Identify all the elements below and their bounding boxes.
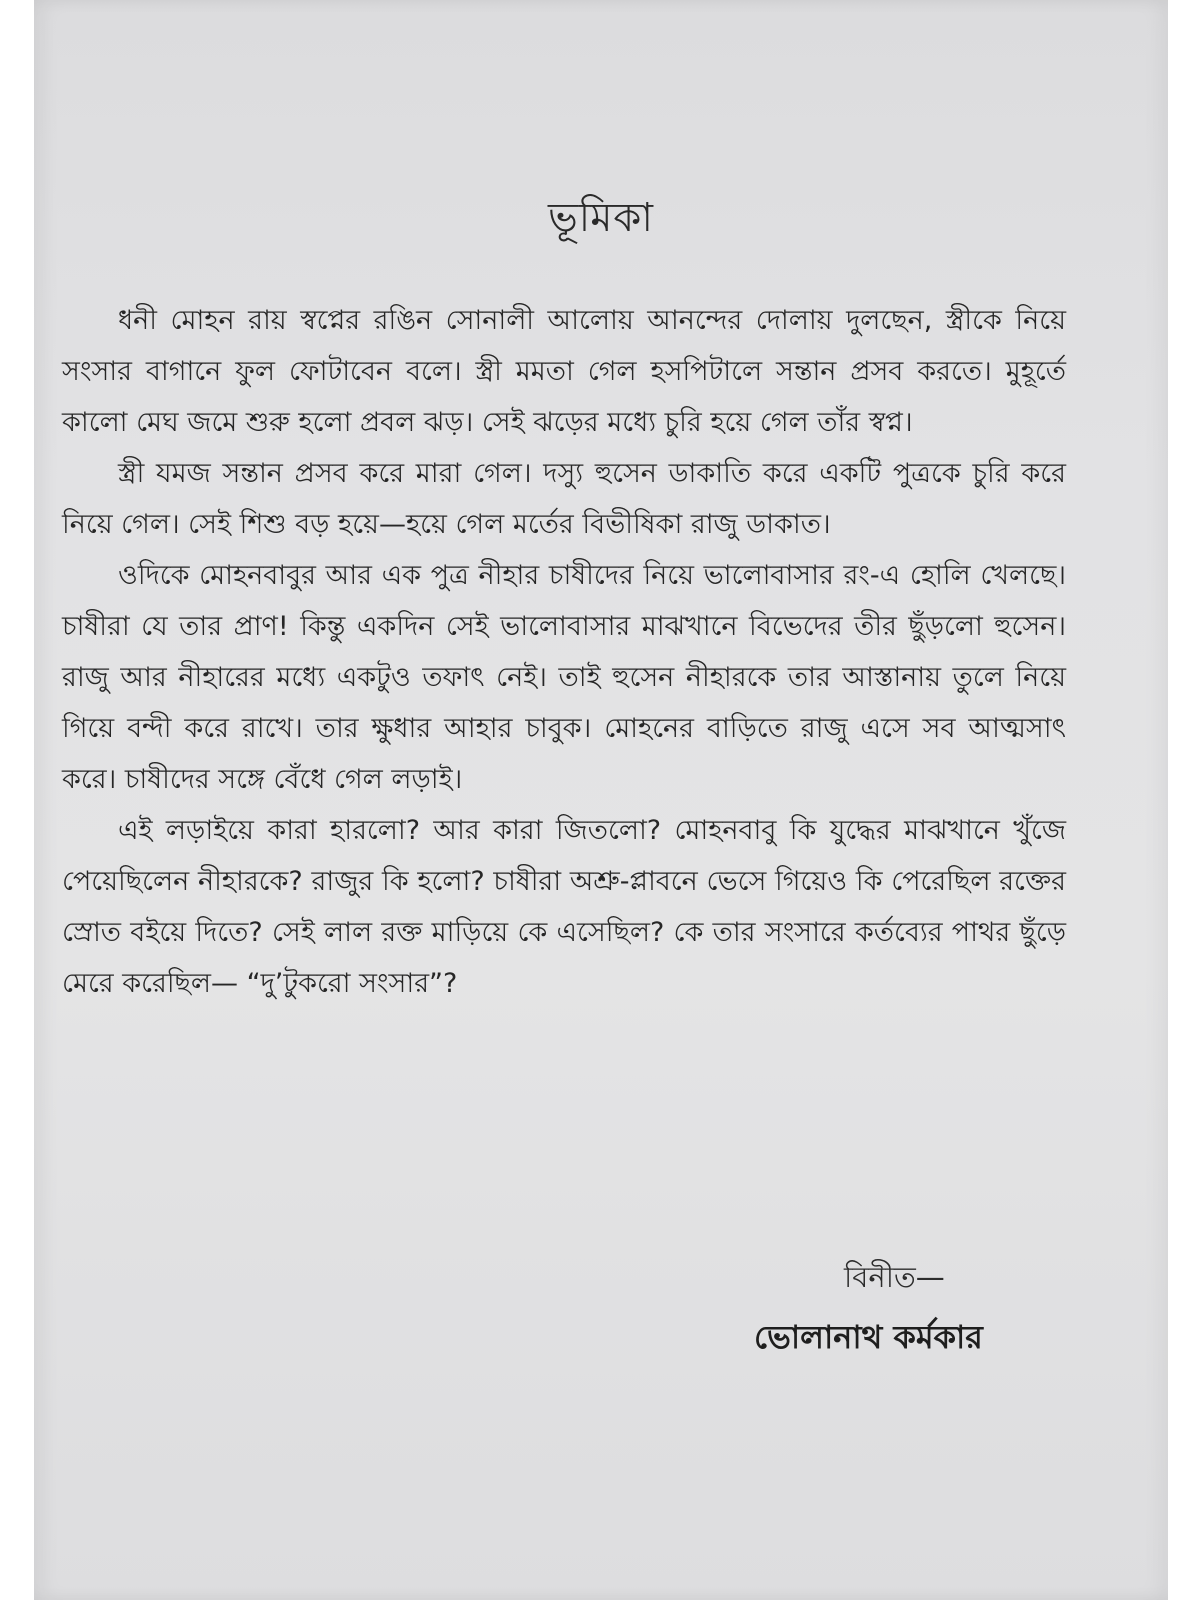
book-page [34,0,1168,1600]
author-name: ভোলানাথ কর্মকার [754,1318,983,1356]
page-title: ভূমিকা [547,195,655,241]
signoff: বিনীত— [844,1260,945,1294]
preface-body [62,295,1066,1009]
paragraph-3: ওদিকে মোহনবাবুর আর এক পুত্র নীহার চাষীদের নিয়ে ভালোবাসার রং-এ হোলি খেলছে। চাষীরা যে তার প্রাণ! কিন্তু একদিন সেই ভালোবাসার মাঝখানে বিভেদের তীর ছুঁড়লো হুসেন। রাজু আর নীহারের মধ্যে একটুও তফাৎ নেই। তাই হুসেন নীহারকে তার আস্তানায় তুলে নিয়ে গিয়ে বন্দী করে রাখে। তার ক্ষুধার আহার চাবুক। মোহনের বাড়িতে রাজু এসে সব আত্মসাৎ করে। চাষীদের সঙ্গে বেঁধে গেল লড়াই। [62,560,1066,795]
paragraph-2: স্ত্রী যমজ সন্তান প্রসব করে মারা গেল। দস্যু হুসেন ডাকাতি করে একটি পুত্রকে চুরি করে নিয়ে গেল। সেই শিশু বড় হয়ে—হয়ে গেল মর্তের বিভীষিকা রাজু ডাকাত। [62,458,1066,540]
paragraph-1: ধনী মোহন রায় স্বপ্নের রঙিন সোনালী আলোয় আনন্দের দোলায় দুলছেন, স্ত্রীকে নিয়ে সংসার বাগানে ফুল ফোটাবেন বলে। স্ত্রী মমতা গেল হসপিটালে সন্তান প্রসব করতে। মুহূর্তে কালো মেঘ জমে শুরু হলো প্রবল ঝড়। সেই ঝড়ের মধ্যে চুরি হয়ে গেল তাঁর স্বপ্ন। [62,305,1066,438]
paragraph-4: এই লড়াইয়ে কারা হারলো? আর কারা জিতলো? মোহনবাবু কি যুদ্ধের মাঝখানে খুঁজে পেয়েছিলেন নীহারকে? রাজুর কি হলো? চাষীরা অশ্রু-প্লাবনে ভেসে গিয়েও কি পেরেছিল রক্তের স্রোত বইয়ে দিতে? সেই লাল রক্ত মাড়িয়ে কে এসেছিল? কে তার সংসারে কর্তব্যের পাথর ছুঁড়ে মেরে করেছিল— “দু’টুকরো সংসার”? [62,815,1066,999]
